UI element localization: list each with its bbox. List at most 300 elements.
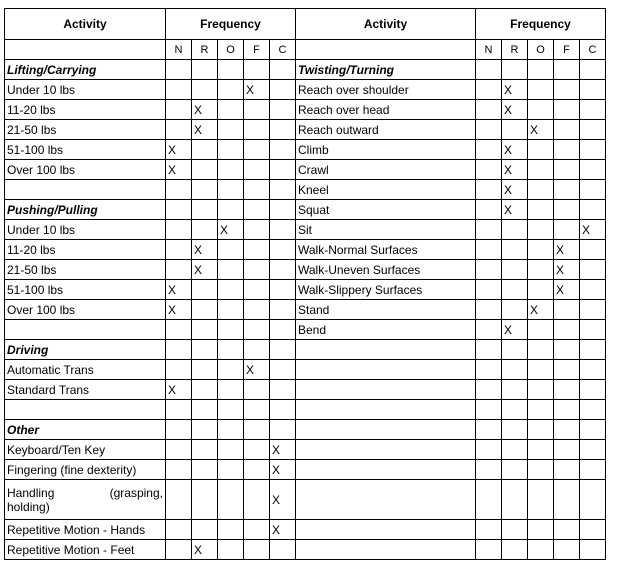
frequency-mark: X — [554, 240, 580, 260]
frequency-mark: X — [502, 180, 528, 200]
frequency-cell — [166, 200, 192, 220]
frequency-cell — [244, 460, 270, 480]
frequency-cell — [502, 460, 528, 480]
frequency-mark: X — [580, 220, 606, 240]
frequency-cell — [192, 480, 218, 520]
activity-label: Reach over shoulder — [296, 80, 476, 100]
table-body — [5, 9, 606, 560]
frequency-cell — [218, 540, 244, 560]
blank-cell — [296, 40, 476, 60]
frequency-cell — [192, 340, 218, 360]
frequency-letter: N — [166, 40, 192, 60]
frequency-cell — [554, 340, 580, 360]
frequency-cell — [218, 320, 244, 340]
frequency-cell — [528, 180, 554, 200]
activity-header: Activity — [5, 9, 166, 40]
frequency-cell — [502, 420, 528, 440]
activity-label: 21-50 lbs — [5, 260, 166, 280]
activity-label: Squat — [296, 200, 476, 220]
frequency-cell — [244, 440, 270, 460]
frequency-cell — [580, 380, 606, 400]
frequency-cell — [192, 160, 218, 180]
section-title: Pushing/Pulling — [5, 200, 166, 220]
frequency-cell — [476, 80, 502, 100]
frequency-cell — [270, 340, 296, 360]
frequency-cell — [476, 100, 502, 120]
frequency-cell — [244, 260, 270, 280]
frequency-cell — [476, 180, 502, 200]
frequency-cell — [580, 200, 606, 220]
table-row — [5, 340, 606, 360]
frequency-cell — [528, 540, 554, 560]
frequency-cell — [580, 300, 606, 320]
activity-label: Crawl — [296, 160, 476, 180]
blank-cell — [296, 520, 476, 540]
frequency-cell — [528, 80, 554, 100]
frequency-mark: X — [554, 260, 580, 280]
section-title: Driving — [5, 340, 166, 360]
frequency-letter: O — [528, 40, 554, 60]
frequency-cell — [166, 260, 192, 280]
header-row — [5, 9, 606, 40]
frequency-cell — [476, 480, 502, 520]
blank-cell — [5, 400, 166, 420]
table-row — [5, 100, 606, 120]
blank-cell — [296, 480, 476, 520]
frequency-cell — [554, 220, 580, 240]
frequency-cell — [166, 460, 192, 480]
section-title: Other — [5, 420, 166, 440]
frequency-cell — [270, 220, 296, 240]
activity-label: Over 100 lbs — [5, 300, 166, 320]
frequency-mark: X — [166, 140, 192, 160]
frequency-mark: X — [528, 300, 554, 320]
activity-label: Under 10 lbs — [5, 220, 166, 240]
frequency-header: Frequency — [476, 9, 606, 40]
frequency-cell — [476, 220, 502, 240]
frequency-cell — [502, 440, 528, 460]
frequency-cell — [270, 540, 296, 560]
frequency-cell — [192, 320, 218, 340]
frequency-cell — [476, 400, 502, 420]
frequency-cell — [218, 380, 244, 400]
frequency-cell — [554, 480, 580, 520]
frequency-cell — [554, 180, 580, 200]
frequency-mark: X — [192, 240, 218, 260]
frequency-cell — [528, 480, 554, 520]
frequency-cell — [166, 520, 192, 540]
frequency-cell — [166, 120, 192, 140]
blank-cell — [5, 40, 166, 60]
frequency-cell — [580, 400, 606, 420]
frequency-cell — [502, 220, 528, 240]
table-row — [5, 360, 606, 380]
frequency-cell — [476, 420, 502, 440]
frequency-cell — [476, 280, 502, 300]
frequency-cell — [192, 80, 218, 100]
frequency-cell — [554, 360, 580, 380]
frequency-cell — [580, 100, 606, 120]
table-row — [5, 540, 606, 560]
frequency-cell — [192, 360, 218, 380]
frequency-cell — [476, 440, 502, 460]
frequency-cell — [218, 120, 244, 140]
frequency-cell — [528, 360, 554, 380]
activity-label: Reach outward — [296, 120, 476, 140]
physical-demands-table — [4, 8, 606, 560]
frequency-cell — [166, 540, 192, 560]
frequency-cell — [502, 520, 528, 540]
frequency-cell — [270, 260, 296, 280]
frequency-cell — [580, 180, 606, 200]
frequency-cell — [502, 300, 528, 320]
frequency-cell — [580, 240, 606, 260]
table-row — [5, 440, 606, 460]
frequency-cell — [192, 200, 218, 220]
frequency-cell — [244, 60, 270, 80]
frequency-cell — [554, 380, 580, 400]
frequency-cell — [476, 120, 502, 140]
frequency-letter: C — [270, 40, 296, 60]
frequency-mark: X — [192, 100, 218, 120]
table-row — [5, 400, 606, 420]
frequency-cell — [244, 180, 270, 200]
frequency-cell — [554, 440, 580, 460]
frequency-cell — [244, 480, 270, 520]
frequency-cell — [218, 60, 244, 80]
frequency-cell — [554, 120, 580, 140]
frequency-letter: R — [192, 40, 218, 60]
activity-label: 11-20 lbs — [5, 240, 166, 260]
table-row — [5, 380, 606, 400]
activity-label: Walk-Normal Surfaces — [296, 240, 476, 260]
frequency-cell — [218, 340, 244, 360]
frequency-cell — [476, 300, 502, 320]
frequency-cell — [528, 440, 554, 460]
frequency-cell — [580, 340, 606, 360]
frequency-cell — [270, 380, 296, 400]
frequency-mark: X — [270, 520, 296, 540]
frequency-cell — [218, 480, 244, 520]
activity-label: Stand — [296, 300, 476, 320]
blank-cell — [5, 320, 166, 340]
frequency-cell — [502, 480, 528, 520]
frequency-cell — [554, 160, 580, 180]
frequency-cell — [218, 200, 244, 220]
frequency-cell — [270, 240, 296, 260]
frequency-cell — [244, 240, 270, 260]
frequency-cell — [580, 420, 606, 440]
frequency-cell — [580, 160, 606, 180]
frequency-header: Frequency — [166, 9, 296, 40]
frequency-cell — [218, 100, 244, 120]
blank-cell — [296, 440, 476, 460]
frequency-cell — [580, 460, 606, 480]
frequency-cell — [502, 540, 528, 560]
frequency-cell — [528, 420, 554, 440]
activity-label: Automatic Trans — [5, 360, 166, 380]
frequency-cell — [166, 80, 192, 100]
frequency-cell — [270, 160, 296, 180]
frequency-cell — [166, 240, 192, 260]
frequency-cell — [554, 460, 580, 480]
frequency-mark: X — [166, 300, 192, 320]
frequency-cell — [502, 60, 528, 80]
table-row — [5, 160, 606, 180]
frequency-cell — [244, 300, 270, 320]
section-title: Twisting/Turning — [296, 60, 476, 80]
frequency-mark: X — [502, 80, 528, 100]
frequency-cell — [218, 260, 244, 280]
frequency-cell — [166, 440, 192, 460]
frequency-cell — [218, 520, 244, 540]
frequency-cell — [476, 160, 502, 180]
frequency-cell — [166, 360, 192, 380]
frequency-cell — [554, 300, 580, 320]
frequency-cell — [476, 360, 502, 380]
frequency-cell — [166, 60, 192, 80]
activity-label: Under 10 lbs — [5, 80, 166, 100]
frequency-cell — [270, 140, 296, 160]
activity-label: Repetitive Motion - Hands — [5, 520, 166, 540]
activity-label: Walk-Uneven Surfaces — [296, 260, 476, 280]
table-row — [5, 480, 606, 520]
table-row — [5, 60, 606, 80]
frequency-mark: X — [244, 80, 270, 100]
frequency-cell — [218, 360, 244, 380]
frequency-cell — [166, 340, 192, 360]
frequency-cell — [244, 200, 270, 220]
activity-label-part: Handling — [7, 485, 55, 500]
frequency-cell — [218, 460, 244, 480]
frequency-letter: F — [554, 40, 580, 60]
frequency-mark: X — [192, 260, 218, 280]
frequency-cell — [166, 180, 192, 200]
frequency-cell — [218, 420, 244, 440]
frequency-cell — [528, 220, 554, 240]
frequency-cell — [192, 300, 218, 320]
frequency-cell — [244, 420, 270, 440]
activity-label — [5, 480, 166, 520]
frequency-cell — [502, 240, 528, 260]
frequency-mark: X — [218, 220, 244, 240]
frequency-cell — [528, 140, 554, 160]
frequency-cell — [580, 520, 606, 540]
frequency-mark: X — [502, 100, 528, 120]
activity-label: Over 100 lbs — [5, 160, 166, 180]
frequency-letter: N — [476, 40, 502, 60]
frequency-cell — [192, 520, 218, 540]
frequency-cell — [476, 540, 502, 560]
frequency-cell — [476, 340, 502, 360]
frequency-cell — [218, 400, 244, 420]
activity-label-line: holding) — [7, 499, 50, 514]
frequency-cell — [528, 160, 554, 180]
frequency-cell — [244, 160, 270, 180]
activity-label-part: (grasping, — [109, 485, 163, 500]
frequency-cell — [476, 240, 502, 260]
frequency-cell — [580, 320, 606, 340]
frequency-cell — [244, 540, 270, 560]
frequency-mark: X — [502, 140, 528, 160]
activity-label: Walk-Slippery Surfaces — [296, 280, 476, 300]
frequency-cell — [244, 520, 270, 540]
frequency-cell — [192, 380, 218, 400]
frequency-cell — [270, 360, 296, 380]
frequency-letter: O — [218, 40, 244, 60]
activity-label: Kneel — [296, 180, 476, 200]
blank-cell — [296, 340, 476, 360]
activity-label: 51-100 lbs — [5, 280, 166, 300]
frequency-cell — [270, 420, 296, 440]
table-row — [5, 280, 606, 300]
frequency-cell — [554, 140, 580, 160]
frequency-cell — [166, 100, 192, 120]
table-row — [5, 260, 606, 280]
frequency-cell — [476, 60, 502, 80]
frequency-cell — [554, 200, 580, 220]
frequency-cell — [218, 280, 244, 300]
frequency-cell — [502, 380, 528, 400]
frequency-cell — [166, 400, 192, 420]
activity-label: Repetitive Motion - Feet — [5, 540, 166, 560]
table-row — [5, 140, 606, 160]
frequency-cell — [270, 200, 296, 220]
frequency-cell — [528, 240, 554, 260]
frequency-cell — [476, 320, 502, 340]
blank-cell — [296, 360, 476, 380]
frequency-cell — [218, 240, 244, 260]
frequency-mark: X — [528, 120, 554, 140]
frequency-mark: X — [554, 280, 580, 300]
frequency-cell — [218, 160, 244, 180]
blank-cell — [5, 180, 166, 200]
frequency-cell — [192, 440, 218, 460]
frequency-cell — [218, 140, 244, 160]
frequency-cell — [166, 420, 192, 440]
frequency-cell — [528, 400, 554, 420]
section-title: Lifting/Carrying — [5, 60, 166, 80]
frequency-cell — [528, 100, 554, 120]
frequency-letter: C — [580, 40, 606, 60]
frequency-cell — [192, 280, 218, 300]
frequency-cell — [192, 220, 218, 240]
blank-cell — [296, 540, 476, 560]
frequency-cell — [580, 540, 606, 560]
frequency-cell — [476, 380, 502, 400]
frequency-cell — [528, 380, 554, 400]
table-row — [5, 520, 606, 540]
activity-label: 21-50 lbs — [5, 120, 166, 140]
activity-label: Keyboard/Ten Key — [5, 440, 166, 460]
frequency-cell — [270, 400, 296, 420]
table-row — [5, 120, 606, 140]
table-row — [5, 300, 606, 320]
frequency-cell — [502, 280, 528, 300]
activity-label-line — [7, 486, 163, 500]
frequency-cell — [218, 180, 244, 200]
frequency-cell — [554, 320, 580, 340]
table-row — [5, 180, 606, 200]
frequency-cell — [166, 480, 192, 520]
table-row — [5, 200, 606, 220]
frequency-letter-row — [5, 40, 606, 60]
frequency-cell — [270, 180, 296, 200]
frequency-cell — [270, 80, 296, 100]
frequency-cell — [192, 420, 218, 440]
frequency-cell — [166, 220, 192, 240]
frequency-cell — [528, 60, 554, 80]
frequency-cell — [192, 60, 218, 80]
frequency-cell — [192, 180, 218, 200]
frequency-cell — [528, 200, 554, 220]
table-row — [5, 460, 606, 480]
frequency-cell — [554, 520, 580, 540]
frequency-cell — [580, 360, 606, 380]
frequency-cell — [528, 280, 554, 300]
frequency-mark: X — [166, 380, 192, 400]
frequency-letter: F — [244, 40, 270, 60]
activity-label: Reach over head — [296, 100, 476, 120]
frequency-cell — [270, 100, 296, 120]
table-row — [5, 220, 606, 240]
frequency-cell — [270, 280, 296, 300]
table-row — [5, 420, 606, 440]
frequency-cell — [244, 380, 270, 400]
frequency-cell — [476, 260, 502, 280]
activity-label: Standard Trans — [5, 380, 166, 400]
frequency-cell — [580, 60, 606, 80]
frequency-letter: R — [502, 40, 528, 60]
frequency-cell — [580, 80, 606, 100]
activity-label: Climb — [296, 140, 476, 160]
activity-label: 51-100 lbs — [5, 140, 166, 160]
frequency-cell — [580, 260, 606, 280]
activity-label: 11-20 lbs — [5, 100, 166, 120]
activity-label: Bend — [296, 320, 476, 340]
frequency-cell — [554, 60, 580, 80]
frequency-mark: X — [502, 200, 528, 220]
frequency-cell — [528, 340, 554, 360]
frequency-cell — [476, 520, 502, 540]
frequency-cell — [244, 400, 270, 420]
frequency-cell — [244, 100, 270, 120]
frequency-cell — [476, 140, 502, 160]
frequency-cell — [554, 80, 580, 100]
frequency-cell — [244, 140, 270, 160]
frequency-cell — [476, 460, 502, 480]
frequency-cell — [528, 520, 554, 540]
frequency-cell — [502, 340, 528, 360]
frequency-cell — [270, 120, 296, 140]
frequency-cell — [218, 440, 244, 460]
frequency-cell — [192, 140, 218, 160]
frequency-cell — [502, 260, 528, 280]
frequency-cell — [244, 320, 270, 340]
frequency-mark: X — [270, 460, 296, 480]
frequency-cell — [580, 440, 606, 460]
frequency-cell — [554, 540, 580, 560]
frequency-cell — [580, 120, 606, 140]
frequency-cell — [218, 80, 244, 100]
table-row — [5, 80, 606, 100]
frequency-cell — [502, 360, 528, 380]
frequency-cell — [166, 320, 192, 340]
blank-cell — [296, 420, 476, 440]
frequency-cell — [218, 300, 244, 320]
frequency-cell — [270, 300, 296, 320]
frequency-cell — [192, 400, 218, 420]
